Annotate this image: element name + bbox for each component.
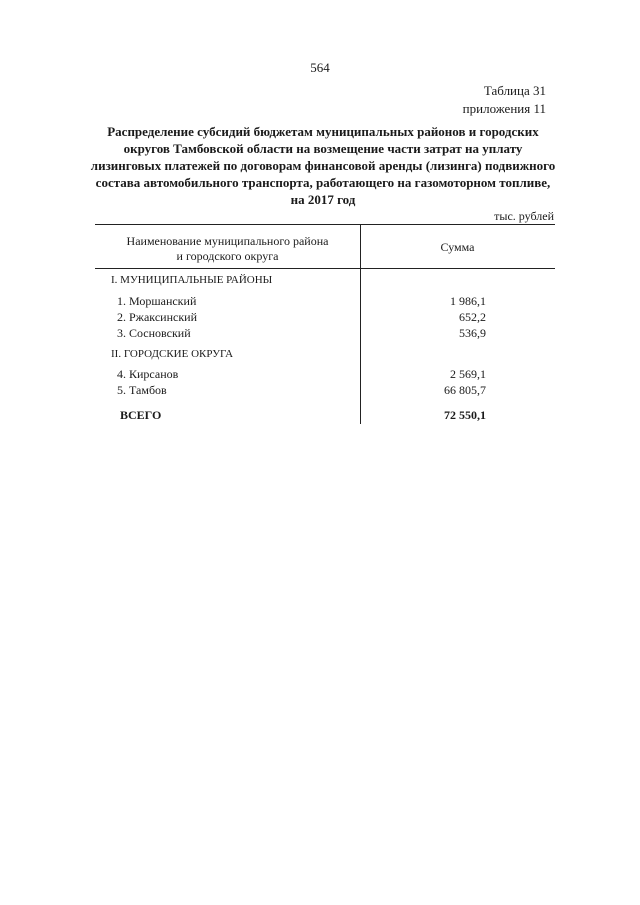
header-name-line2: и городского округа (176, 249, 279, 263)
table-row (95, 326, 555, 342)
row-value: 2 569,1 (450, 367, 486, 381)
section-title: II. ГОРОДСКИЕ ОКРУГА (111, 348, 234, 360)
section-title: I. МУНИЦИПАЛЬНЫЕ РАЙОНЫ (111, 274, 273, 286)
row-name: 5. Тамбов (117, 383, 167, 397)
section-row (95, 348, 555, 364)
total-label: ВСЕГО (120, 408, 162, 422)
header-sum: Сумма (440, 240, 475, 254)
table-row (95, 310, 555, 326)
header-name-line1: Наименование муниципального района (126, 234, 329, 248)
table-ref-appendix: приложения 11 (462, 101, 546, 116)
row-value: 66 805,7 (444, 383, 486, 397)
section-row (95, 274, 555, 290)
row-value: 536,9 (459, 326, 486, 340)
subsidy-table (95, 224, 555, 424)
table-top-border (95, 224, 555, 225)
units-label: тыс. рублей (494, 209, 554, 223)
table-ref-number: Таблица 31 (483, 83, 546, 98)
row-name: 1. Моршанский (117, 294, 197, 308)
title-line: состава автомобильного транспорта, работающего на газомоторном топливе, (95, 175, 551, 190)
page-number: 564 (310, 60, 330, 75)
total-value: 72 550,1 (444, 408, 486, 422)
row-name: 4. Кирсанов (117, 367, 179, 381)
table-header-border (95, 268, 555, 269)
row-name: 2. Ржаксинский (117, 310, 197, 324)
title-line: на 2017 год (290, 192, 356, 207)
header-name (95, 234, 360, 264)
title-line: округов Тамбовской области на возмещение части затрат на уплату (123, 141, 523, 156)
title-line: Распределение субсидий бюджетам муниципальных районов и городских (107, 124, 539, 139)
table-row (95, 294, 555, 310)
table-row (95, 383, 555, 399)
table-row (95, 367, 555, 383)
document-title (88, 123, 558, 208)
row-name: 3. Сосновский (117, 326, 191, 340)
row-value: 652,2 (459, 310, 486, 324)
total-row (95, 408, 555, 424)
title-line: лизинговых платежей по договорам финансовой аренды (лизинга) подвижного (90, 158, 556, 173)
row-value: 1 986,1 (450, 294, 486, 308)
